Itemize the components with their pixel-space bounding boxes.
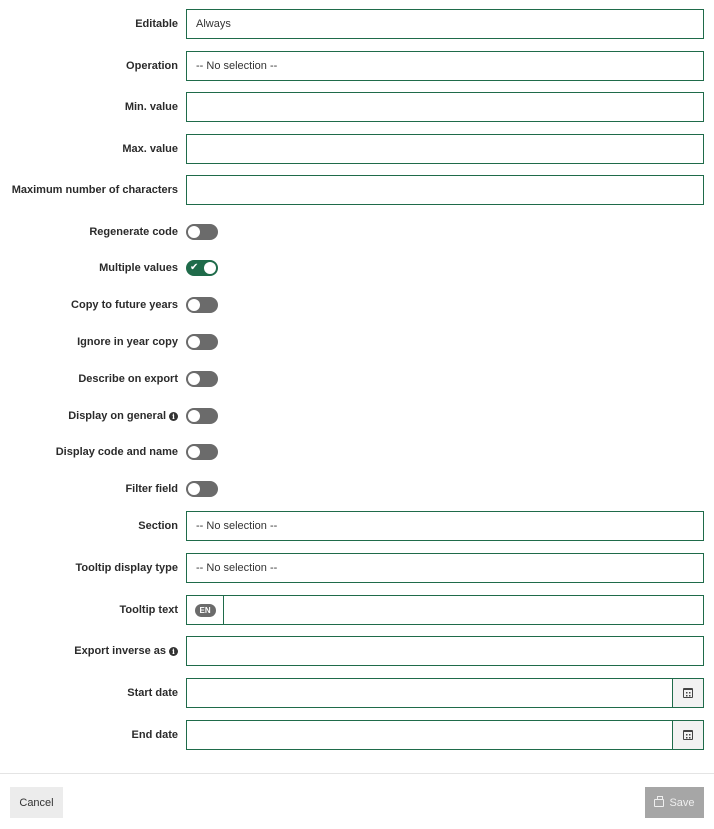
- toggle-knob: [188, 373, 200, 385]
- max-value-label: Max. value: [122, 143, 178, 155]
- section-select[interactable]: [186, 511, 704, 541]
- toggle-knob: [188, 446, 200, 458]
- start-date-input[interactable]: [187, 679, 672, 707]
- multiple-values-label: Multiple values: [99, 262, 178, 274]
- language-badge: EN: [195, 604, 216, 617]
- display-code-name-toggle[interactable]: [186, 444, 218, 460]
- toggle-knob: [188, 410, 200, 422]
- tooltip-display-type-select[interactable]: [186, 553, 704, 583]
- display-general-toggle[interactable]: [186, 408, 218, 424]
- tooltip-text-label: Tooltip text: [119, 604, 178, 616]
- regenerate-code-label: Regenerate code: [89, 226, 178, 238]
- start-date-calendar-button[interactable]: [672, 679, 703, 707]
- row-min-value: [0, 92, 714, 122]
- section-value: -- No selection --: [196, 520, 278, 532]
- export-inverse-input-wrapper: [186, 636, 704, 666]
- section-label: Section: [138, 520, 178, 532]
- tooltip-text-wrapper: [186, 595, 704, 625]
- check-icon: ✔: [190, 262, 199, 273]
- multiple-values-toggle[interactable]: [186, 260, 218, 276]
- max-chars-input-wrapper: [186, 175, 704, 205]
- editable-value: Always: [196, 18, 231, 30]
- end-date-label: End date: [131, 729, 178, 741]
- toggle-knob: [188, 336, 200, 348]
- end-date-input[interactable]: [187, 721, 672, 749]
- editable-select[interactable]: [186, 9, 704, 39]
- display-general-label: Display on general i: [68, 410, 178, 422]
- row-max-value: [0, 134, 714, 164]
- row-display-general: [0, 408, 714, 424]
- save-icon: [654, 799, 664, 807]
- operation-select[interactable]: [186, 51, 704, 81]
- save-button[interactable]: [645, 787, 704, 818]
- min-value-input-wrapper: [186, 92, 704, 122]
- toggle-knob: [204, 262, 216, 274]
- row-tooltip-display-type: [0, 553, 714, 583]
- display-code-name-label: Display code and name: [55, 446, 178, 458]
- copy-future-years-toggle[interactable]: [186, 297, 218, 313]
- info-icon[interactable]: i: [169, 412, 178, 421]
- max-value-input-wrapper: [186, 134, 704, 164]
- end-date-wrapper: [186, 720, 704, 750]
- row-max-chars: [0, 175, 714, 205]
- tooltip-display-type-label: Tooltip display type: [75, 562, 178, 574]
- row-multiple-values: [0, 260, 714, 276]
- row-describe-export: [0, 371, 714, 387]
- row-operation: [0, 51, 714, 81]
- export-inverse-input[interactable]: [196, 637, 703, 665]
- language-selector[interactable]: [187, 596, 224, 624]
- row-filter-field: [0, 481, 714, 497]
- row-display-code-name: [0, 444, 714, 460]
- ignore-year-copy-label: Ignore in year copy: [77, 336, 178, 348]
- min-value-label: Min. value: [124, 101, 178, 113]
- toggle-knob: [188, 299, 200, 311]
- row-section: [0, 511, 714, 541]
- min-value-input[interactable]: [196, 93, 703, 121]
- row-editable: [0, 9, 714, 39]
- operation-value: -- No selection --: [196, 60, 278, 72]
- describe-export-toggle[interactable]: [186, 371, 218, 387]
- regenerate-code-toggle[interactable]: [186, 224, 218, 240]
- row-copy-future-years: [0, 297, 714, 313]
- max-chars-input[interactable]: [196, 176, 703, 204]
- row-end-date: [0, 720, 714, 750]
- row-regenerate-code: [0, 224, 714, 240]
- row-tooltip-text: [0, 595, 714, 625]
- toggle-knob: [188, 483, 200, 495]
- export-inverse-label: Export inverse as i: [74, 645, 178, 657]
- editable-label: Editable: [135, 18, 178, 30]
- filter-field-toggle[interactable]: [186, 481, 218, 497]
- save-label: Save: [669, 796, 695, 809]
- operation-label: Operation: [126, 60, 178, 72]
- toggle-knob: [188, 226, 200, 238]
- copy-future-years-label: Copy to future years: [71, 299, 178, 311]
- describe-export-label: Describe on export: [78, 373, 178, 385]
- end-date-calendar-button[interactable]: [672, 721, 703, 749]
- row-export-inverse: [0, 636, 714, 666]
- ignore-year-copy-toggle[interactable]: [186, 334, 218, 350]
- row-start-date: [0, 678, 714, 708]
- dialog-footer: [0, 773, 714, 829]
- filter-field-label: Filter field: [125, 483, 178, 495]
- start-date-label: Start date: [127, 687, 178, 699]
- calendar-icon: [683, 688, 693, 698]
- row-ignore-year-copy: [0, 334, 714, 350]
- start-date-wrapper: [186, 678, 704, 708]
- max-value-input[interactable]: [196, 135, 703, 163]
- tooltip-display-type-value: -- No selection --: [196, 562, 278, 574]
- cancel-button[interactable]: Cancel: [10, 787, 63, 818]
- calendar-icon: [683, 730, 693, 740]
- tooltip-text-input[interactable]: [224, 596, 703, 624]
- info-icon[interactable]: i: [169, 647, 178, 656]
- max-chars-label: Maximum number of characters: [11, 184, 178, 196]
